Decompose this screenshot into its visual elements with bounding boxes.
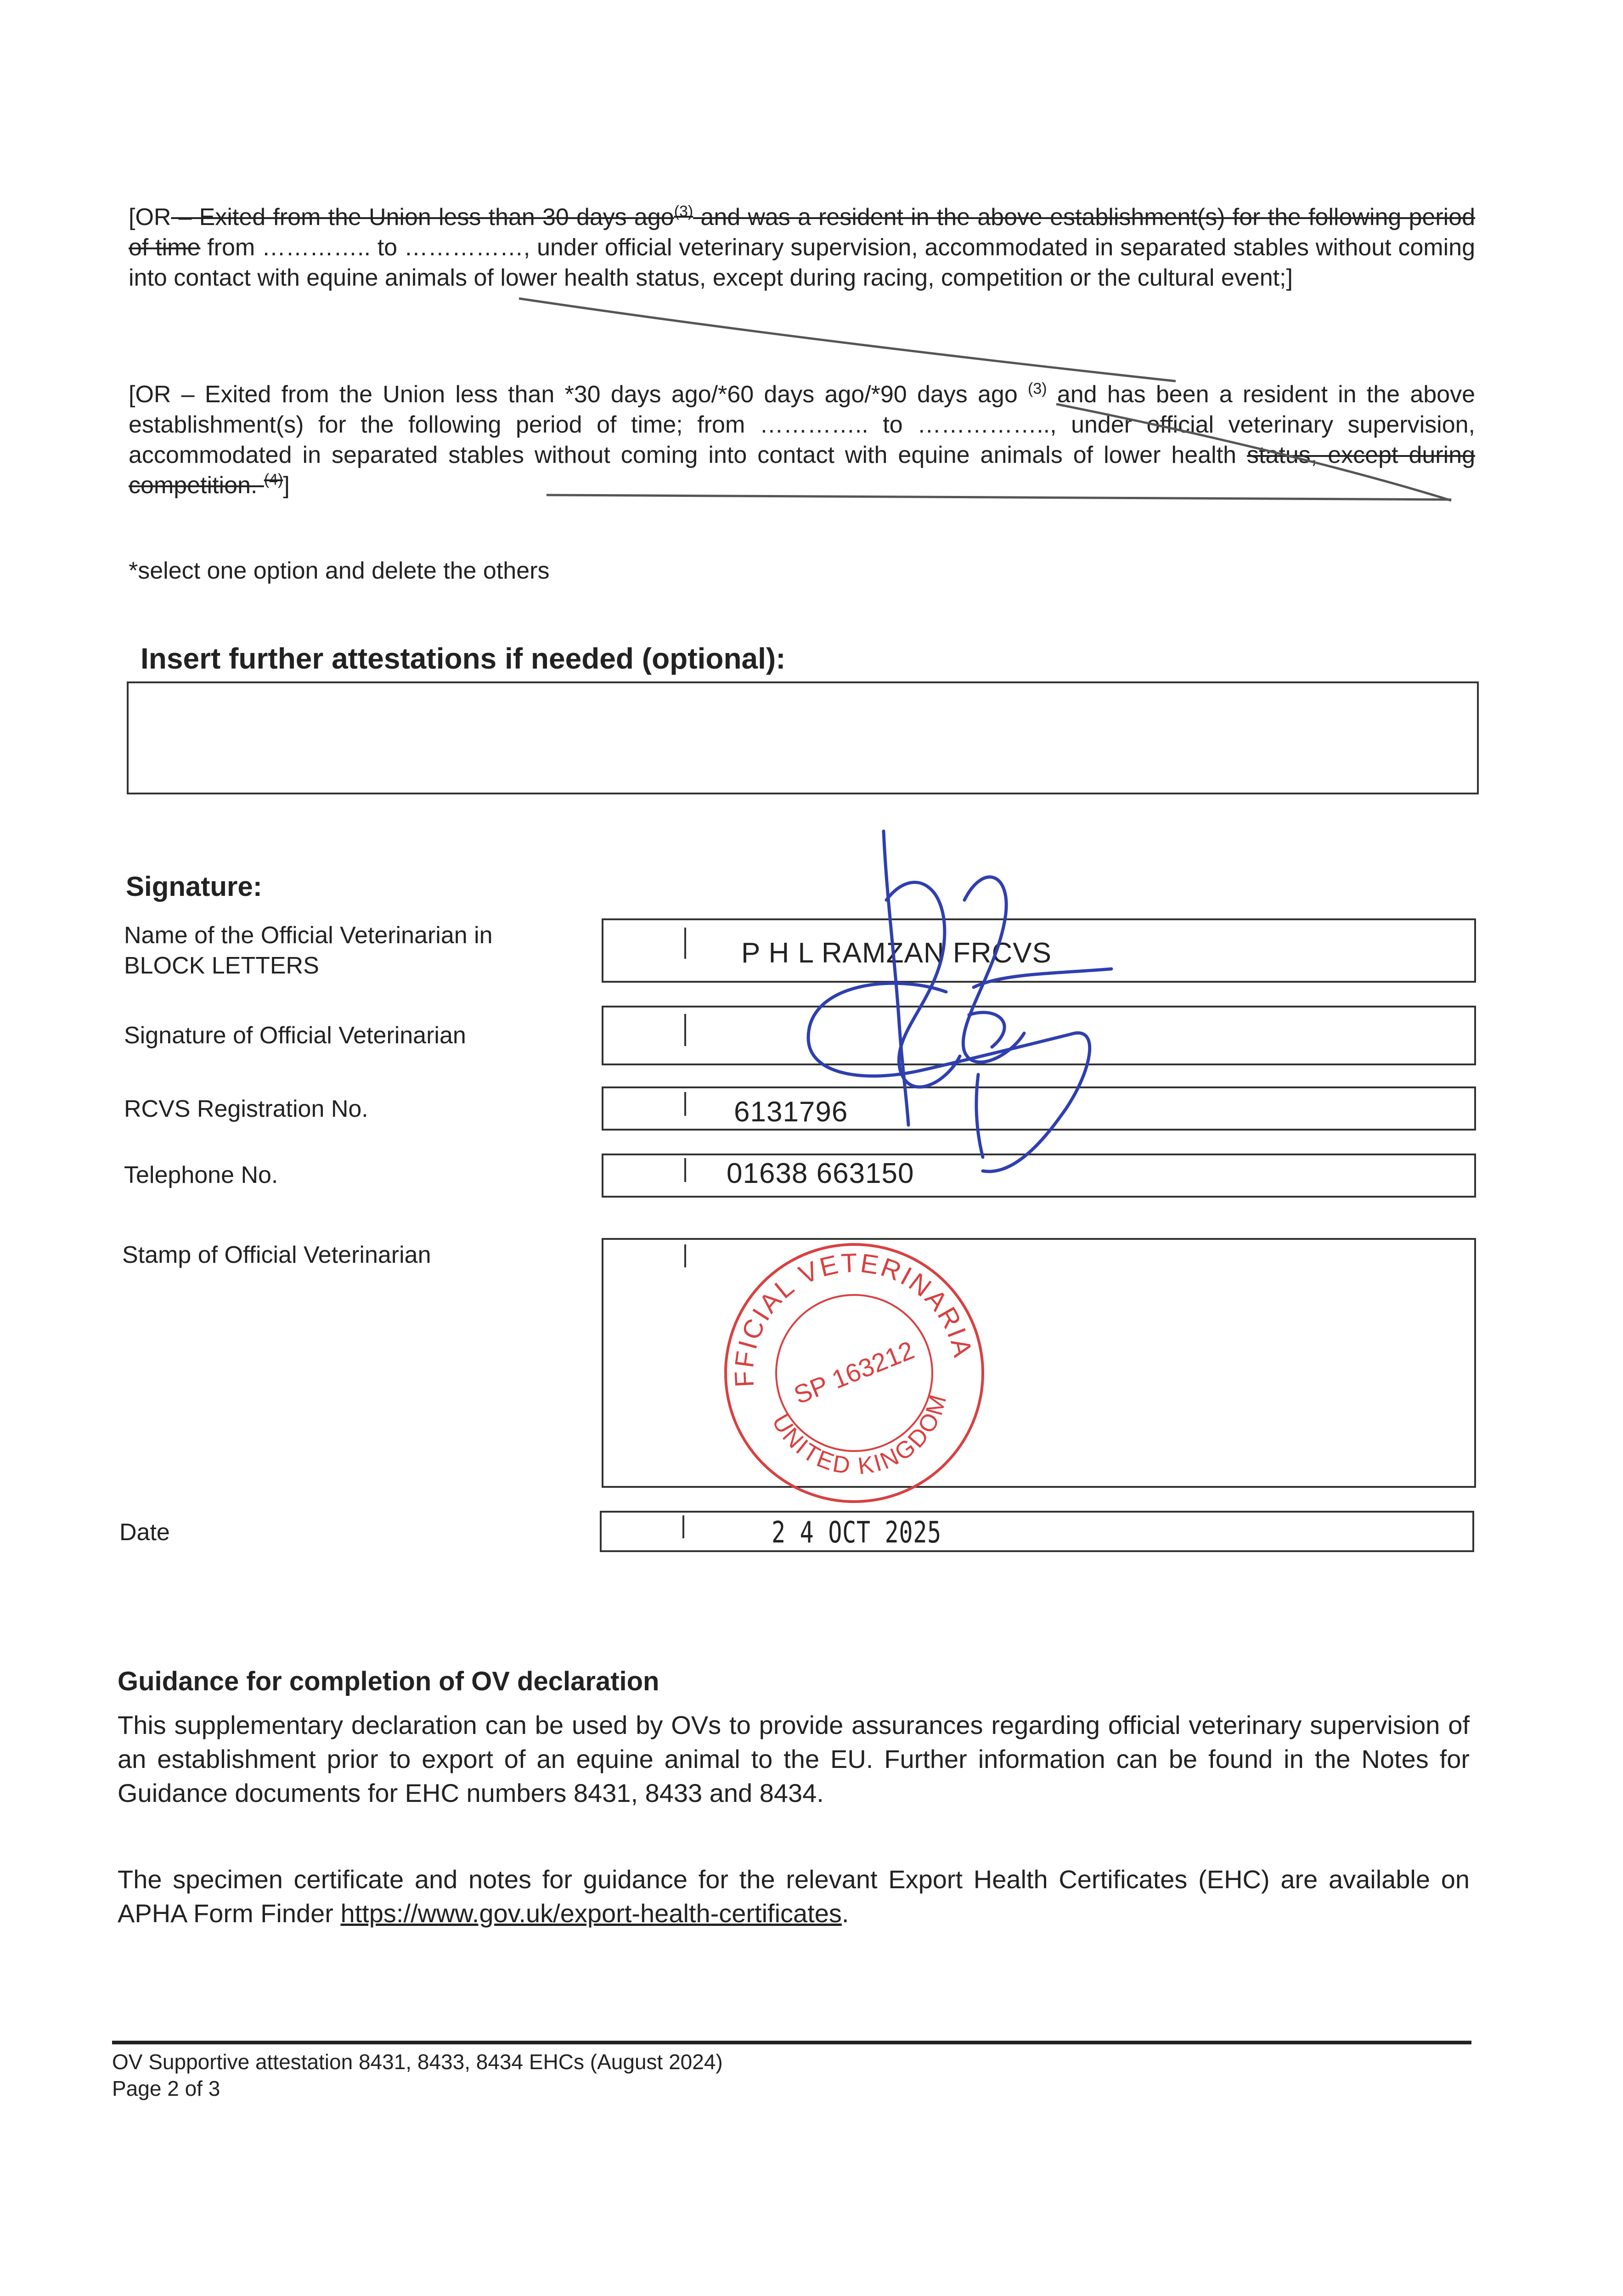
signature-heading: Signature: bbox=[126, 871, 262, 902]
signature-label: Signature of Official Veterinarian bbox=[124, 1022, 466, 1049]
option-a-struck-part: – Exited from the Union less than 30 days ago bbox=[171, 204, 674, 231]
guidance-paragraph-2-end: . bbox=[841, 1899, 849, 1928]
option-b-bracket: ] bbox=[283, 472, 290, 499]
option-a-struck-tail: and was a resident in the above establishment(s) for the following period of time bbox=[129, 204, 1476, 261]
footer-line-1: OV Supportive attestation 8431, 8433, 8434 EHCs (August 2024) bbox=[112, 2050, 723, 2074]
option-a-footnote-ref: (3) bbox=[674, 203, 693, 220]
guidance-heading: Guidance for completion of OV declaration bbox=[118, 1666, 659, 1696]
name-label: Name of the Official Veterinarian in BLOCK LETTERS bbox=[124, 922, 493, 979]
option-b-text-2: and has been a resident in the above establishment(s) for the following period of time; from ………….. to …………….., under official veterinary supervision, accommodated in separated stables without coming into contact with equine animals of lower health bbox=[129, 381, 1476, 468]
date-value: 2 4 OCT 2025 bbox=[772, 1516, 942, 1550]
stamp-top-textpath: OFFICIAL VETERINARIAN bbox=[729, 1248, 978, 1388]
footer-line-2: Page 2 of 3 bbox=[112, 2077, 220, 2100]
telephone-label: Telephone No. bbox=[124, 1162, 278, 1188]
guidance-paragraph-2 bbox=[118, 1863, 1470, 1930]
option-b-bottom-strike bbox=[547, 495, 1451, 500]
telephone-value: 01638 663150 bbox=[727, 1158, 914, 1189]
option-a-text: from ………….. to ……………, under official veterinary supervision, accommodated in separated stables without coming into contact with equine animals of lower health status, except during racing, competition or the cultural event;] bbox=[129, 234, 1475, 291]
stamp-bottom-textpath: UNITED KINGDOM bbox=[766, 1390, 952, 1480]
rcvs-value: 6131796 bbox=[734, 1096, 848, 1128]
option-b-footnote-ref-4: (4) bbox=[264, 471, 283, 489]
guidance-paragraph-1: This supplementary declaration can be used by OVs to provide assurances regarding official veterinary supervision of an establishment prior to export of an equine animal to the EU. Further information can be found in the Notes for Guidance documents for EHC numbers 8431, 8433 and 8434. bbox=[118, 1711, 1470, 1807]
option-a-bracket: [OR bbox=[129, 204, 171, 231]
option-b-struck-tail: status, except during competition. bbox=[129, 442, 1475, 499]
stamp-label: Stamp of Official Veterinarian bbox=[122, 1242, 431, 1268]
export-certificates-link[interactable]: https://www.gov.uk/export-health-certificates bbox=[340, 1899, 842, 1928]
rcvs-label: RCVS Registration No. bbox=[124, 1096, 368, 1122]
option-a-diagonal-strike bbox=[519, 298, 1176, 381]
further-attestations-heading: Insert further attestations if needed (optional): bbox=[141, 642, 786, 675]
option-b-footnote-ref-3: (3) bbox=[1028, 380, 1047, 398]
select-note: *select one option and delete the others bbox=[129, 557, 550, 584]
guidance-paragraph-2-text: The specimen certificate and notes for guidance for the relevant Export Health Certificates (EHC) are available on APHA Form Finder bbox=[118, 1865, 1470, 1928]
option-b-text-1: [OR – Exited from the Union less than *30 days ago/*60 days ago/*90 days ago bbox=[129, 381, 1028, 408]
option-b-diagonal-strike bbox=[1056, 404, 1451, 501]
stamp-center-text: SP 163212 bbox=[789, 1335, 919, 1410]
date-label: Date bbox=[119, 1519, 170, 1546]
name-value: P H L RAMZAN FRCVS bbox=[741, 937, 1052, 969]
footer-rule bbox=[112, 2041, 1471, 2044]
handwritten-signature bbox=[808, 831, 1111, 1171]
